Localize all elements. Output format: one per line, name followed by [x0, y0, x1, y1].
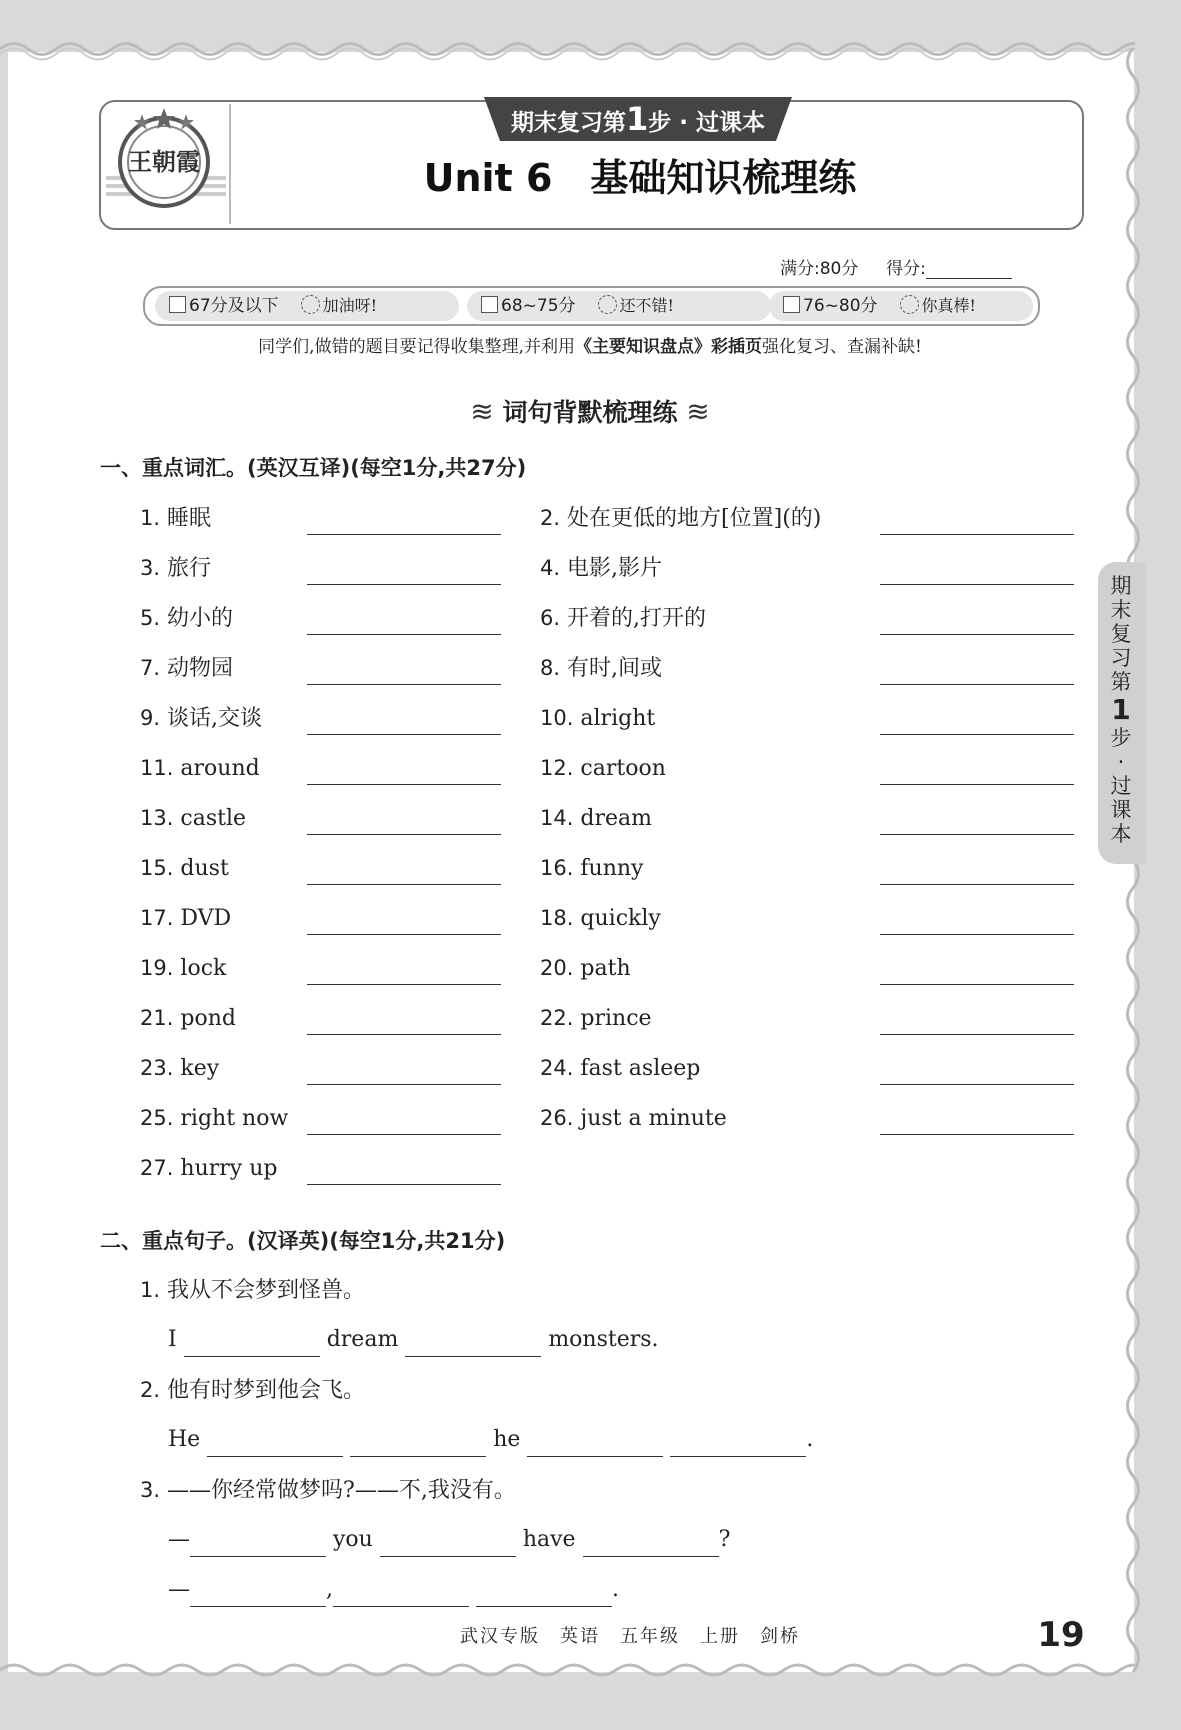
answer-blank[interactable]: [307, 1084, 501, 1085]
vocab-item: 25. right now: [140, 1106, 289, 1131]
sentence-3-answer-b: — , .: [168, 1573, 848, 1607]
rating-segment-1: 67分及以下 加油呀!: [155, 291, 459, 321]
vocab-item: 27. hurry up: [140, 1156, 278, 1181]
instruction-note: 同学们,做错的题目要记得收集整理,并利用《主要知识盘点》彩插页强化复习、查漏补缺!: [258, 337, 922, 357]
vocab-item: 12. cartoon: [540, 756, 666, 781]
vocab-item: 22. prince: [540, 1006, 652, 1031]
vocab-item: 3. 旅行: [140, 556, 212, 581]
answer-blank[interactable]: [527, 1430, 663, 1457]
wave-icon: ≋: [470, 395, 494, 428]
answer-blank[interactable]: [190, 1530, 326, 1557]
footer-edition: 武汉专版 英语 五年级 上册 剑桥: [460, 1626, 800, 1647]
logo-seal: [102, 104, 230, 222]
answer-blank[interactable]: [880, 784, 1074, 785]
vocab-item: 10. alright: [540, 706, 656, 731]
answer-blank[interactable]: [190, 1580, 326, 1607]
sentence-2-answer: He he .: [168, 1423, 848, 1457]
vocab-item: 15. dust: [140, 856, 229, 881]
answer-blank[interactable]: [880, 734, 1074, 735]
checkbox-icon[interactable]: [481, 296, 498, 313]
answer-blank[interactable]: [307, 584, 501, 585]
answer-blank[interactable]: [307, 1034, 501, 1035]
page-title: Unit 6 基础知识梳理练: [423, 156, 857, 200]
answer-blank[interactable]: [880, 684, 1074, 685]
header-divider: [229, 104, 231, 224]
vocab-item: 18. quickly: [540, 906, 661, 931]
vocab-item: 2. 处在更低的地方[位置](的): [540, 506, 822, 531]
answer-blank[interactable]: [307, 684, 501, 685]
sentence-1-answer: I dream monsters.: [168, 1323, 768, 1357]
answer-blank[interactable]: [350, 1430, 486, 1457]
got-score-label: 得分:: [886, 259, 926, 279]
sentence-3-prompt: 3. ——你经常做梦吗?——不,我没有。: [140, 1478, 516, 1503]
rating-segment-2: 68~75分 还不错!: [467, 291, 771, 321]
answer-blank[interactable]: [207, 1430, 343, 1457]
answer-blank[interactable]: [880, 634, 1074, 635]
wave-icon: ≋: [686, 395, 710, 428]
vocab-item: 26. just a minute: [540, 1106, 727, 1131]
answer-blank[interactable]: [307, 784, 501, 785]
side-tab-prefix: 期 末 复 习 第: [1110, 574, 1132, 694]
vocab-item: 1. 睡眠: [140, 506, 212, 531]
vocab-item: 8. 有时,间或: [540, 656, 663, 681]
answer-blank[interactable]: [880, 834, 1074, 835]
answer-blank[interactable]: [333, 1580, 469, 1607]
sentence-3-answer-a: — you have ?: [168, 1523, 848, 1557]
answer-blank[interactable]: [880, 534, 1074, 535]
rating-segment-3: 76~80分 你真棒!: [769, 291, 1033, 321]
answer-blank[interactable]: [880, 1084, 1074, 1085]
wavy-border-top: [0, 36, 1135, 62]
vocab-item: 16. funny: [540, 856, 644, 881]
page-number: 19: [1037, 1615, 1085, 1655]
answer-blank[interactable]: [880, 1134, 1074, 1135]
full-score-label: 满分:80分: [780, 259, 859, 279]
answer-blank[interactable]: [670, 1430, 806, 1457]
sentence-2-prompt: 2. 他有时梦到他会飞。: [140, 1378, 366, 1403]
score-line: [780, 254, 1040, 280]
wavy-border-bottom: [0, 1660, 1135, 1686]
rating-bar: [143, 286, 1040, 326]
answer-blank[interactable]: [307, 834, 501, 835]
part1-heading: 一、重点词汇。(英汉互译)(每空1分,共27分): [100, 456, 527, 480]
answer-blank[interactable]: [184, 1330, 320, 1357]
section-title: ≋ 词句背默梳理练 ≋: [470, 395, 710, 428]
banner-step-number: 1: [625, 100, 649, 138]
vocab-item: 14. dream: [540, 806, 653, 831]
answer-blank[interactable]: [880, 934, 1074, 935]
side-tab-label: [1103, 574, 1139, 854]
vocab-item: 23. key: [140, 1056, 220, 1081]
answer-blank[interactable]: [583, 1530, 719, 1557]
answer-blank[interactable]: [307, 934, 501, 935]
vocab-item: 24. fast asleep: [540, 1056, 701, 1081]
part2-heading: 二、重点句子。(汉译英)(每空1分,共21分): [100, 1229, 506, 1253]
vocab-item: 21. pond: [140, 1006, 236, 1031]
side-tab-suffix: 步 · 过 课 本: [1110, 726, 1132, 846]
answer-blank[interactable]: [880, 984, 1074, 985]
vocab-item: 6. 开着的,打开的: [540, 606, 707, 631]
answer-blank[interactable]: [307, 1184, 501, 1185]
score-blank[interactable]: [926, 260, 1012, 279]
vocab-item: 4. 电影,影片: [540, 556, 663, 581]
answer-blank[interactable]: [307, 534, 501, 535]
checkbox-icon[interactable]: [783, 296, 800, 313]
logo-text: 王朝霞: [128, 147, 200, 176]
side-tab-step: 1: [1111, 693, 1131, 726]
answer-blank[interactable]: [880, 884, 1074, 885]
vocab-item: 9. 谈话,交谈: [140, 706, 263, 731]
vocab-item: 13. castle: [140, 806, 247, 831]
answer-blank[interactable]: [880, 584, 1074, 585]
checkbox-icon[interactable]: [169, 296, 186, 313]
answer-blank[interactable]: [880, 1034, 1074, 1035]
answer-blank[interactable]: [476, 1580, 612, 1607]
vocab-item: 11. around: [140, 756, 260, 781]
answer-blank[interactable]: [307, 1134, 501, 1135]
vocab-item: 7. 动物园: [140, 656, 234, 681]
vocab-item: 19. lock: [140, 956, 227, 981]
face-icon: [301, 295, 320, 314]
answer-blank[interactable]: [380, 1530, 516, 1557]
answer-blank[interactable]: [307, 884, 501, 885]
face-icon: [598, 295, 617, 314]
answer-blank[interactable]: [307, 984, 501, 985]
answer-blank[interactable]: [307, 634, 501, 635]
sentence-1-prompt: 1. 我从不会梦到怪兽。: [140, 1278, 366, 1303]
answer-blank[interactable]: [405, 1330, 541, 1357]
face-icon: [900, 295, 919, 314]
banner-label: 期末复习第1步 · 过课本: [510, 100, 766, 138]
answer-blank[interactable]: [307, 734, 501, 735]
vocab-item: 20. path: [540, 956, 631, 981]
vocab-item: 17. DVD: [140, 906, 232, 931]
vocab-item: 5. 幼小的: [140, 606, 234, 631]
